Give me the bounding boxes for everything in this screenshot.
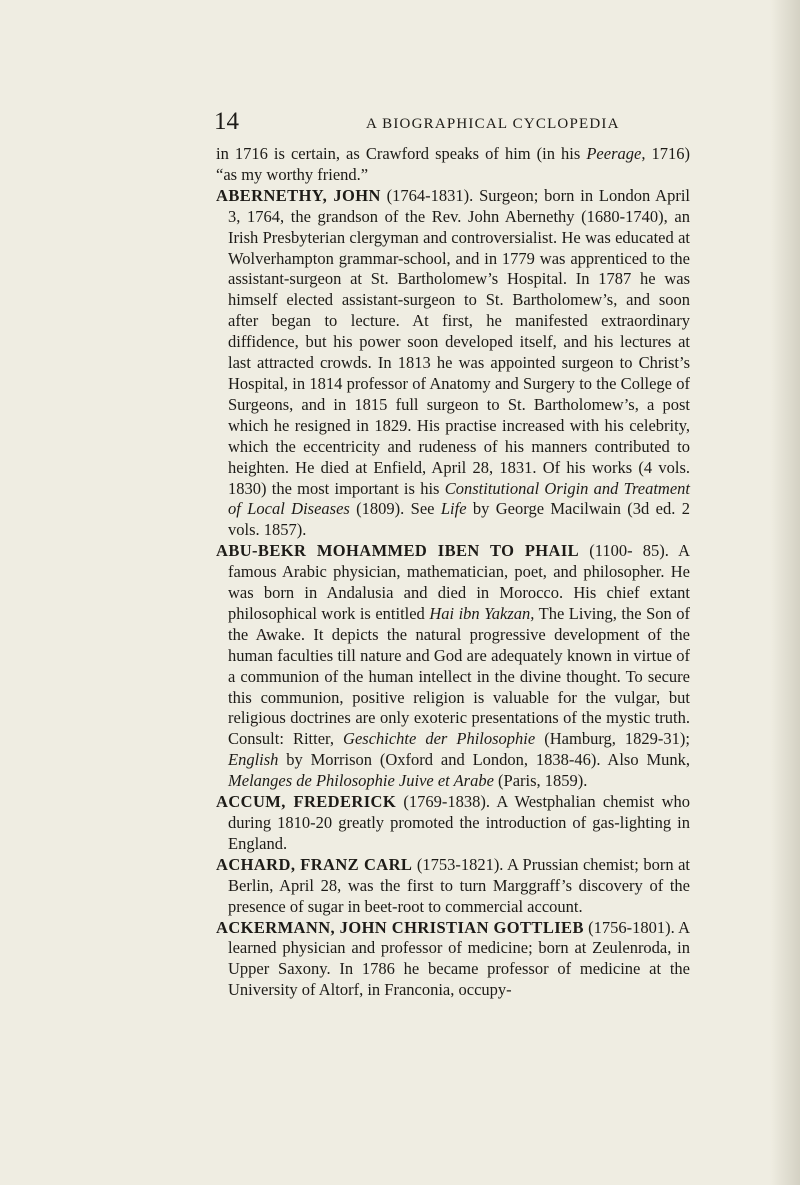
text-run: by Morrison (Oxford and London, 1838-46). Also Munk, (278, 750, 690, 770)
text-run: (1809). See (349, 499, 441, 519)
page-edge-shadow (770, 0, 800, 1185)
text-run: (Hamburg, 1829-31); (535, 729, 690, 749)
entry-headword: ABU-BEKR MOHAMMED IBEN TO PHAIL (216, 541, 580, 561)
page-header (0, 108, 800, 138)
text-run: 1716) “as my worthy friend.” (216, 144, 690, 184)
running-head: A BIOGRAPHICAL CYCLOPEDIA (366, 116, 620, 132)
italic-title: Geschichte der Philosophie (343, 729, 536, 749)
text-run: The Living, the Son of the Awake. It depicts the natural progressive development of the human faculties till nature and God are adequately known in virtue of a communion of the human intellect in the divine thought. To secure this communion, positive religion is valuable for the vulgar, but religious doctrines are only exoteric presentations of the mystic truth. Consult: Ritter, (228, 603, 690, 749)
text-run: (1769-1838). A Westphalian chemist who during 1810-20 greatly promoted the introduction of gas-lighting in England. (228, 792, 690, 853)
text-run: (1764-1831). Surgeon; born in London April 3, 1764, the grandson of the Rev. John Abernethy (1680-1740), an Irish Presbyterian clergyman and controversialist. He was educated at Wolverhampton grammar-school, and in 1779 was apprenticed to the assistant-surgeon at St. Bartholomew’s Hospital. In 1787 he was himself elected assistant-surgeon to St. Bartholomew’s, and soon after began to lecture. At first, he manifested extraordinary diffidence, but his power soon developed itself, and his lectures at last attracted crowds. In 1813 he was appointed surgeon to Christ’s Hospital, in 1814 professor of Anatomy and Surgery to the College of Surgeons, and in 1815 full surgeon to St. Bartholomew’s, a post which he resigned in 1829. His practise increased with his celebrity, which the eccentricity and rudeness of his manners contributed to heighten. He died at Enfield, April 28, 1831. Of his works (4 vols. 1830) the most important is his (228, 185, 690, 498)
entry-ackermann (216, 918, 690, 1002)
entry-abu-bekr (216, 541, 690, 792)
entry-achard (216, 855, 690, 918)
text-run: (1756-1801). A learned physician and professor of medicine; born at Zeulenroda, in Upper Saxony. In 1786 he became professor of medicine at the University of Altorf, in Franconia, occupy- (228, 917, 690, 1000)
text-run: by George Macilwain (3d ed. 2 vols. 1857). (228, 499, 690, 540)
italic-title: Melanges de Philosophie Juive et Arabe (228, 771, 494, 791)
continued-paragraph (216, 144, 690, 186)
italic-title: Life (440, 499, 467, 519)
entry-headword: ACHARD, FRANZ CARL (216, 854, 413, 874)
entry-accum (216, 792, 690, 855)
italic-title: Peerage, (586, 144, 646, 163)
text-run: (1100- 85). A famous Arabic physician, mathematician, poet, and philosopher. He was born in Andalusia and died in Morocco. His chief extant philosophical work is entitled (228, 541, 690, 623)
text-run: (1753-1821). A Prussian chemist; born at Berlin, April 28, was the first to turn Marggraff’s discovery of the presence of sugar in beet-root to commercial account. (228, 854, 690, 916)
italic-title: Hai ibn Yakzan, (429, 603, 535, 623)
entry-headword: ACCUM, FREDERICK (216, 792, 397, 812)
italic-title: English (228, 750, 279, 770)
text-run: (Paris, 1859). (493, 771, 588, 791)
entry-abernethy (216, 186, 690, 541)
italic-title: Constitutional Origin and Treatment of Local Diseases (228, 478, 690, 519)
text-run: in 1716 is certain, as Crawford speaks of him (in his (216, 144, 587, 163)
page-number: 14 (214, 108, 239, 135)
entry-headword: ACKERMANN, JOHN CHRISTIAN GOTTLIEB (216, 917, 584, 937)
entry-headword: ABERNETHY, JOHN (216, 185, 381, 205)
body-text (216, 144, 690, 1001)
